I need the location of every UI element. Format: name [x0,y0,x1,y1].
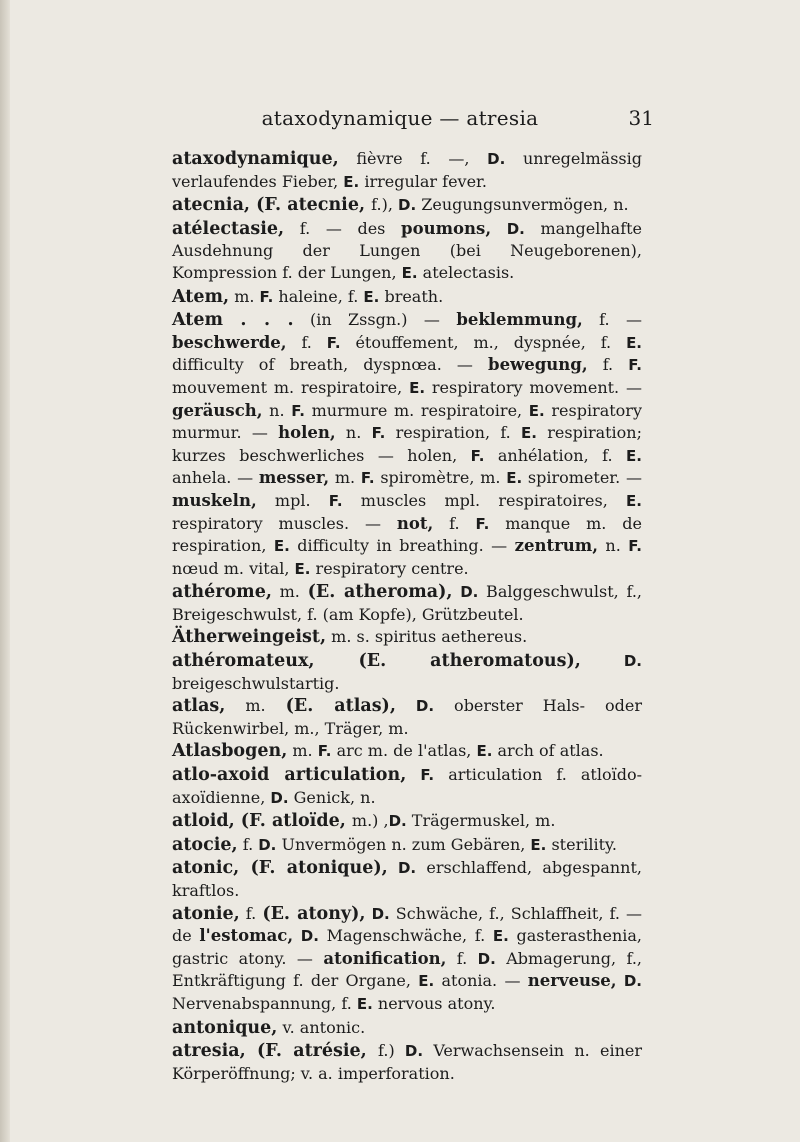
entry-subterm: bewegung, [488,355,588,375]
entry-text: f.), [371,195,398,215]
entry-text: Balggeschwulst, f., Breigeschwulst, f. (am Kopfe), Grützbeutel. [172,582,642,624]
dictionary-entry [172,309,642,580]
dictionary-entry [172,194,642,217]
entry-headword: atecnia, (F. atecnie, [172,195,372,216]
entry-subterm: nerveuse, [527,971,617,991]
entry-headword: atlo-axoid articulation, [172,765,407,786]
entry-text: Trägermuskel, m. [406,811,556,831]
language-label: D. [477,949,496,968]
entry-headword: atonic, (F. atonique), [172,858,388,879]
entry-headword: atresia, (F. atrésie, [172,1041,378,1062]
entry-text [293,926,301,945]
language-label: F. [628,537,642,556]
language-label: F. [360,469,375,488]
language-label: F. [628,356,643,375]
entry-text: Schwäche, f., Schlaffheit, f. — de [172,903,643,946]
entry-text: f. — des [284,218,402,238]
language-label: D. [300,927,319,946]
entry-text: respiratory muscles. — [172,513,397,533]
language-label: D. [404,1042,424,1061]
language-label: F. [328,491,343,510]
language-label: E. [506,469,523,488]
entry-headword: Atlasbogen, [172,741,288,762]
language-label: E. [476,742,493,761]
entry-text: f. [286,332,327,352]
entry-text: mouvement m. respiratoire, [172,377,410,397]
entry-headword: (E. atlas), [285,696,396,717]
entry-text: atonia. — [434,971,528,991]
dictionary-entry [172,764,642,809]
entry-subterm: geräusch, [172,400,263,420]
entry-text: v. antonic. [277,1017,366,1037]
entry-text: spirometer. — [522,468,642,488]
entry-text: Genick, n. [288,787,376,807]
language-label: E. [521,424,537,443]
entry-headword: Ätherweingeist, [172,627,327,648]
entry-headword: atonie, [172,903,240,924]
entry-text: breigeschwulstartig. [172,673,340,693]
dictionary-entries [172,148,642,1085]
entry-text: respiratory centre. [310,558,469,578]
entry-text: articulation f. atloïdo-axoïdienne, [172,765,643,807]
entry-text: breath. [379,286,444,306]
dictionary-entry [172,626,642,649]
entry-text [396,696,416,715]
entry-subterm: muskeln, [172,490,257,510]
dictionary-entry [172,740,642,763]
entry-text: m. [329,468,361,488]
entry-text: oberster Hals- oder Rückenwirbel, m., Träger, m. [172,696,642,738]
entry-text: m.) , [351,811,389,831]
entry-text: murmure m. respiratoire, [304,400,529,420]
page-number: 31 [628,106,654,130]
entry-subterm: atonification, [323,948,447,968]
entry-text [406,765,420,784]
entry-subterm: messer, [258,468,330,488]
entry-text: Abmagerung, f., Entkräftigung f. der Organe, [172,948,643,991]
entry-text: haleine, f. [273,286,364,306]
entry-text: Nervenabspannung, f. [172,993,357,1013]
entry-text: nœud m. vital, [172,558,295,578]
entry-text: arc m. de l'atlas, [331,741,477,761]
entry-subterm: l'estomac, [199,926,294,946]
entry-text: unregelmässig verlaufendes Fieber, [172,149,642,191]
entry-text: gasterasthenia, gastric atony. — [172,926,642,968]
entry-text: Zeugungsunvermögen, n. [416,195,629,215]
entry-text: n. [335,423,372,443]
entry-text: m. s. spiritus aethereus. [326,627,528,647]
language-label: F. [259,287,274,306]
dictionary-entry [172,810,642,833]
entry-text: atelectasis. [417,262,515,282]
entry-headword: Atem . . . [172,310,294,331]
entry-text [581,651,624,670]
language-label: D. [388,812,407,831]
entry-text: mangelhafte Ausdehnung der Lungen (bei Neugeborenen), Kompression f. der Lungen, [172,218,643,282]
entry-text: respiration, f. [385,423,522,443]
language-label: D. [415,697,435,716]
entry-text: arch of atlas. [492,741,604,761]
entry-text: n. [262,400,292,420]
entry-headword: ataxodynamique, [172,149,339,169]
dictionary-entry [172,1017,642,1040]
language-label: D. [623,652,642,671]
language-label: F. [291,401,305,420]
language-label: F. [326,333,341,352]
dictionary-entry [172,286,642,309]
page-spine-shadow [0,0,10,1142]
running-head [0,106,800,136]
entry-text: m. [229,286,260,306]
entry-text: muscles mpl. respiratoires, [342,490,627,510]
entry-text: f. — [582,310,643,330]
language-label: D. [258,835,277,854]
entry-text: (in Zssgn.) — [293,310,457,330]
entry-subterm: beschwerde, [172,332,287,352]
entry-headword: atloid, (F. atloïde, [172,811,352,832]
language-label: F. [470,446,485,465]
dictionary-entry [172,695,642,739]
entry-text: f. [237,834,259,854]
entry-text: nervous atony. [372,993,496,1013]
entry-text [388,858,398,877]
entry-text: étouffement, m., dyspnée, f. [340,332,627,352]
language-label: E. [530,835,547,854]
entry-text: difficulty in breathing. — [289,536,515,556]
dictionary-entry [172,834,642,857]
language-label: E. [294,559,311,578]
entry-text: f. [433,513,476,533]
entry-text: m. [287,741,318,761]
dictionary-entry [172,1040,642,1084]
language-label: F. [420,766,435,785]
language-label: E. [626,446,642,465]
language-label: D. [398,196,417,215]
entry-subterm: not, [396,513,434,533]
entry-text: erschlaffend, abgespannt, kraftlos. [172,858,642,900]
entry-text: fièvre f. —, [338,149,488,168]
language-label: F. [475,514,490,533]
entry-text: f. [239,903,263,923]
entry-headword: atélectasie, [172,218,285,239]
dictionary-entry [172,148,642,193]
entry-text: anhela. — [172,468,259,488]
entry-headword: Atem, [172,286,230,307]
language-label: E. [492,927,509,946]
entry-headword: (E. atheroma), [307,582,453,603]
running-title: ataxodynamique — atresia [261,106,539,130]
language-label: D. [506,219,525,238]
language-label: D. [460,583,479,602]
language-label: E. [409,378,426,397]
language-label: E. [343,172,360,191]
language-label: D. [487,150,506,168]
dictionary-entry [172,218,642,285]
entry-subterm: beklemmung, [456,310,583,330]
language-label: E. [363,287,380,306]
language-label: E. [356,994,373,1013]
entry-text: Unvermögen n. zum Gebären, [276,834,531,854]
dictionary-entry [172,581,642,625]
language-label: E. [273,537,290,556]
language-label: D. [270,788,289,807]
entry-text: f. [587,355,629,375]
entry-text: spiromètre, m. [374,468,507,488]
entry-headword: athérome, [172,582,272,603]
entry-text: Magenschwäche, f. [318,926,493,946]
entry-text: respiratory murmur. — [172,400,642,443]
entry-text: irregular fever. [359,171,488,191]
entry-text: f. [446,948,478,968]
entry-headword: athéromateux, (E. atheromatous), [172,651,581,672]
entry-text: m. [271,582,308,602]
dictionary-entry [172,650,642,694]
entry-text: f.) [378,1041,405,1061]
language-label: E. [401,263,418,282]
entry-text: difficulty of breath, dyspnœa. — [172,355,489,375]
entry-text: respiratory movement. — [425,377,643,397]
language-label: F. [371,424,386,443]
entry-text: Verwachsensein n. einer Körperöffnung; v. a. imperforation. [172,1041,642,1083]
entry-subterm: holen, [278,423,336,443]
entry-text: sterility. [546,834,617,854]
entry-headword: atlas, [172,696,226,717]
entry-text [617,971,624,990]
entry-text: manque m. de respiration, [172,513,643,556]
entry-headword: (E. atony), [262,903,366,924]
entry-subterm: poumons, [401,218,492,238]
dictionary-entry [172,903,642,1016]
language-label: D. [371,904,390,923]
entry-text: n. [597,536,629,556]
entry-text [491,219,507,238]
language-label: E. [418,972,435,991]
entry-subterm: zentrum, [514,536,598,556]
language-label: E. [626,333,643,352]
language-label: F. [317,742,332,761]
dictionary-entry [172,857,642,901]
entry-headword: antonique, [172,1017,278,1038]
entry-text: respiration; kurzes beschwerliches — holen, [172,423,643,465]
language-label: D. [397,859,417,878]
entry-text: anhélation, f. [484,445,627,465]
entry-text: mpl. [256,490,329,510]
language-label: D. [623,972,643,991]
entry-text: m. [225,696,286,716]
language-label: E. [626,491,642,510]
entry-headword: atocie, [172,834,238,855]
language-label: E. [528,401,545,420]
